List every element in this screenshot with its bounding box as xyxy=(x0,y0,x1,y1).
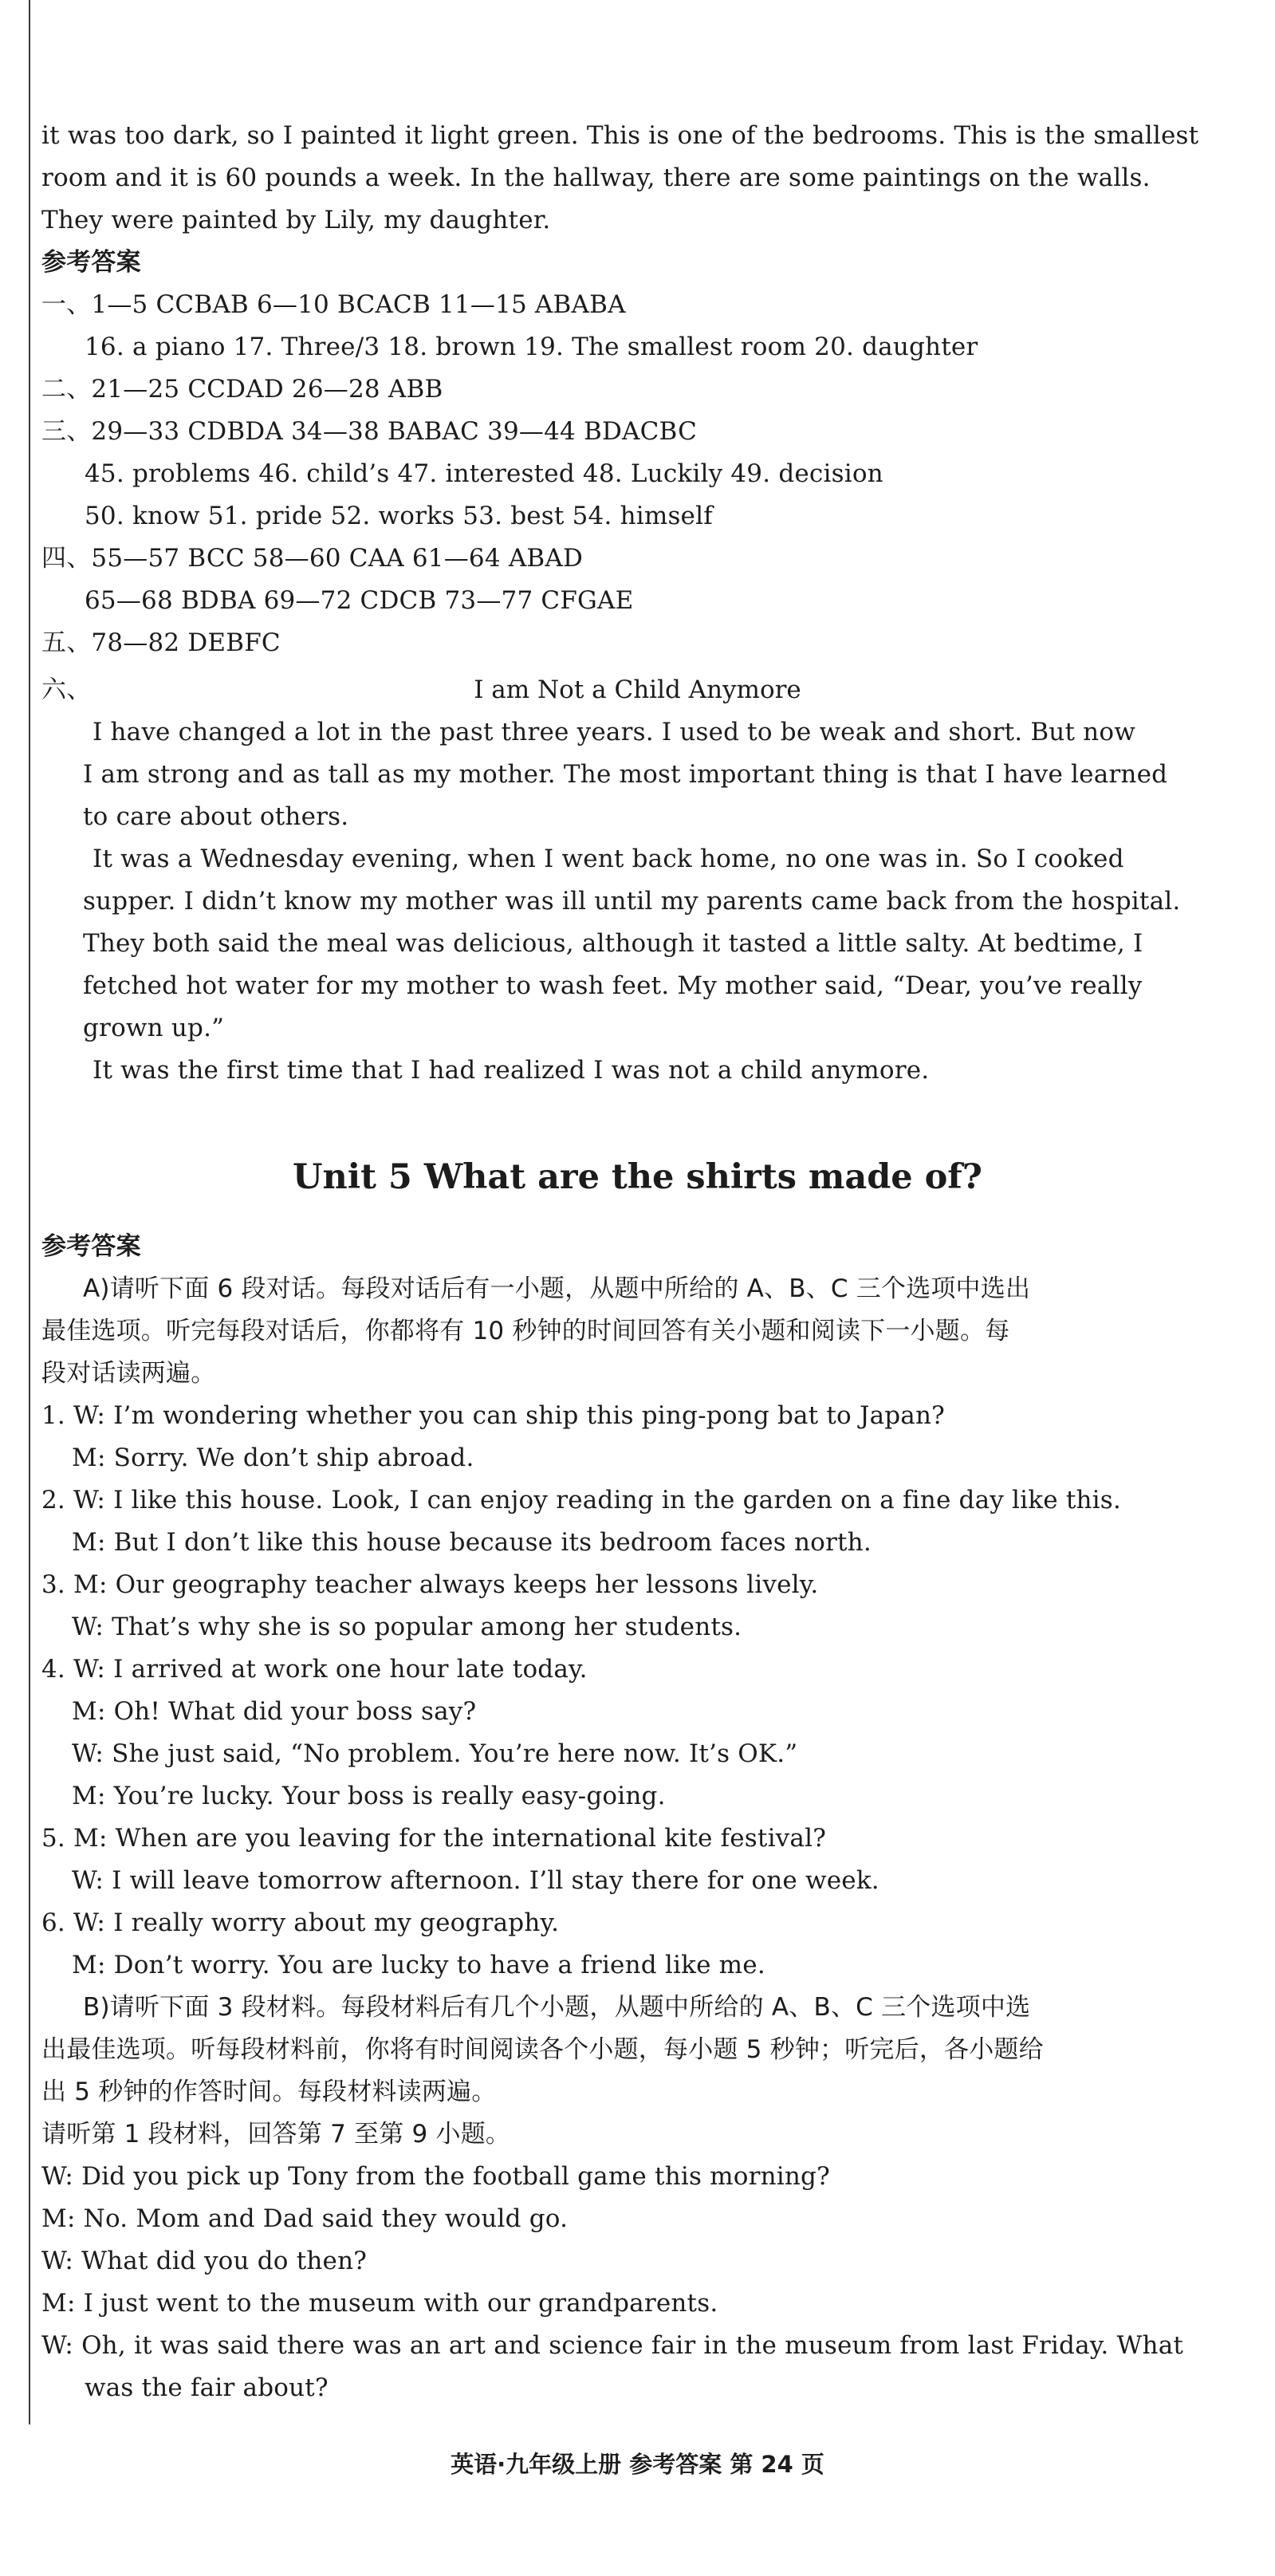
passage-line: They were painted by Lily, my daughter. xyxy=(41,206,551,234)
essay-title: I am Not a Child Anymore xyxy=(474,676,801,704)
material-line: W: Did you pick up Tony from the football game this morning? xyxy=(41,2162,830,2191)
dialogue-line: M: You’re lucky. Your boss is really easy-going. xyxy=(72,1782,666,1810)
passage-line: room and it is 60 pounds a week. In the hallway, there are some paintings on the walls. xyxy=(41,163,1151,192)
essay-line: I am strong and as tall as my mother. The most important thing is that I have learned xyxy=(83,760,1168,789)
material-line: M: I just went to the museum with our grandparents. xyxy=(41,2289,718,2318)
answer-line: 50. know 51. pride 52. works 53. best 54. himself xyxy=(85,502,713,530)
dialogue-line: M: Oh! What did your boss say? xyxy=(72,1697,477,1726)
essay-line: It was the first time that I had realized I was not a child anymore. xyxy=(92,1056,930,1085)
dialogue-line: W: She just said, “No problem. You’re here now. It’s OK.” xyxy=(72,1739,798,1768)
dialogue-line: 3. M: Our geography teacher always keeps her lessons lively. xyxy=(41,1570,819,1599)
dialogue-line: M: Sorry. We don’t ship abroad. xyxy=(72,1444,474,1472)
section-a-instruction: 段对话读两遍。 xyxy=(41,1359,216,1388)
answers-heading: 参考答案 xyxy=(41,248,141,277)
dialogue-line: M: But I don’t like this house because its bedroom faces north. xyxy=(72,1528,872,1557)
answer-line: 五、78—82 DEBFC xyxy=(41,628,281,657)
passage-line: it was too dark, so I painted it light green. This is one of the bedrooms. This is the smallest xyxy=(41,121,1199,150)
section-b-instruction: B)请听下面 3 段材料。每段材料后有几个小题，从题中所给的 A、B、C 三个选项中选 xyxy=(83,1993,1031,2022)
section-b-instruction: 出 5 秒钟的作答时间。每段材料读两遍。 xyxy=(41,2078,497,2106)
dialogue-line: 4. W: I arrived at work one hour late today. xyxy=(41,1655,588,1684)
answer-line: 一、1—5 CCBAB 6—10 BCACB 11—15 ABABA xyxy=(41,290,626,319)
section-b-instruction: 出最佳选项。听每段材料前，你将有时间阅读各个小题，每小题 5 秒钟；听完后，各小题给 xyxy=(41,2035,1044,2064)
essay-line: I have changed a lot in the past three years. I used to be weak and short. But now xyxy=(92,718,1135,746)
dialogue-line: W: I will leave tomorrow afternoon. I’ll stay there for one week. xyxy=(72,1866,880,1895)
essay-line: It was a Wednesday evening, when I went back home, no one was in. So I cooked xyxy=(92,845,1124,873)
dialogue-line: 1. W: I’m wondering whether you can ship this ping-pong bat to Japan? xyxy=(41,1401,945,1430)
material-line: W: What did you do then? xyxy=(41,2247,368,2275)
section-a-instruction: A)请听下面 6 段对话。每段对话后有一小题，从题中所给的 A、B、C 三个选项中选出 xyxy=(83,1274,1031,1303)
answer-line: 16. a piano 17. Three/3 18. brown 19. The smallest room 20. daughter xyxy=(85,333,978,361)
essay-line: supper. I didn’t know my mother was ill until my parents came back from the hospital. xyxy=(83,887,1181,916)
page-footer: 英语·九年级上册 参考答案 第 24 页 xyxy=(451,2451,824,2478)
left-margin-rule xyxy=(29,0,30,2424)
material-line: W: Oh, it was said there was an art and science fair in the museum from last Friday. What xyxy=(41,2331,1184,2360)
answer-line: 65—68 BDBA 69—72 CDCB 73—77 CFGAE xyxy=(85,586,634,615)
essay-line: to care about others. xyxy=(83,802,349,831)
material-line: was the fair about? xyxy=(85,2373,329,2402)
unit-answers-heading: 参考答案 xyxy=(41,1232,141,1261)
essay-label: 六、 xyxy=(41,676,92,704)
answer-line: 四、55—57 BCC 58—60 CAA 61—64 ABAD xyxy=(41,544,584,573)
essay-line: They both said the meal was delicious, although it tasted a little salty. At bedtime, I xyxy=(83,929,1143,958)
dialogue-line: W: That’s why she is so popular among her students. xyxy=(72,1613,742,1641)
dialogue-line: 6. W: I really worry about my geography. xyxy=(41,1908,560,1937)
material-line: M: No. Mom and Dad said they would go. xyxy=(41,2204,569,2233)
essay-line: grown up.” xyxy=(83,1014,225,1042)
dialogue-line: 5. M: When are you leaving for the international kite festival? xyxy=(41,1824,827,1853)
essay-line: fetched hot water for my mother to wash feet. My mother said, “Dear, you’ve really xyxy=(83,971,1143,1000)
answer-line: 三、29—33 CDBDA 34—38 BABAC 39—44 BDACBC xyxy=(41,417,698,446)
dialogue-line: M: Don’t worry. You are lucky to have a friend like me. xyxy=(72,1951,765,1979)
section-a-instruction: 最佳选项。听完每段对话后，你都将有 10 秒钟的时间回答有关小题和阅读下一小题。每 xyxy=(41,1317,1010,1345)
unit-title: Unit 5 What are the shirts made of? xyxy=(293,1157,982,1197)
dialogue-line: 2. W: I like this house. Look, I can enjoy reading in the garden on a fine day like this. xyxy=(41,1486,1121,1514)
material-intro: 请听第 1 段材料，回答第 7 至第 9 小题。 xyxy=(41,2120,511,2149)
answer-line: 45. problems 46. child’s 47. interested 48. Luckily 49. decision xyxy=(85,459,883,488)
answer-line: 二、21—25 CCDAD 26—28 ABB xyxy=(41,375,443,404)
